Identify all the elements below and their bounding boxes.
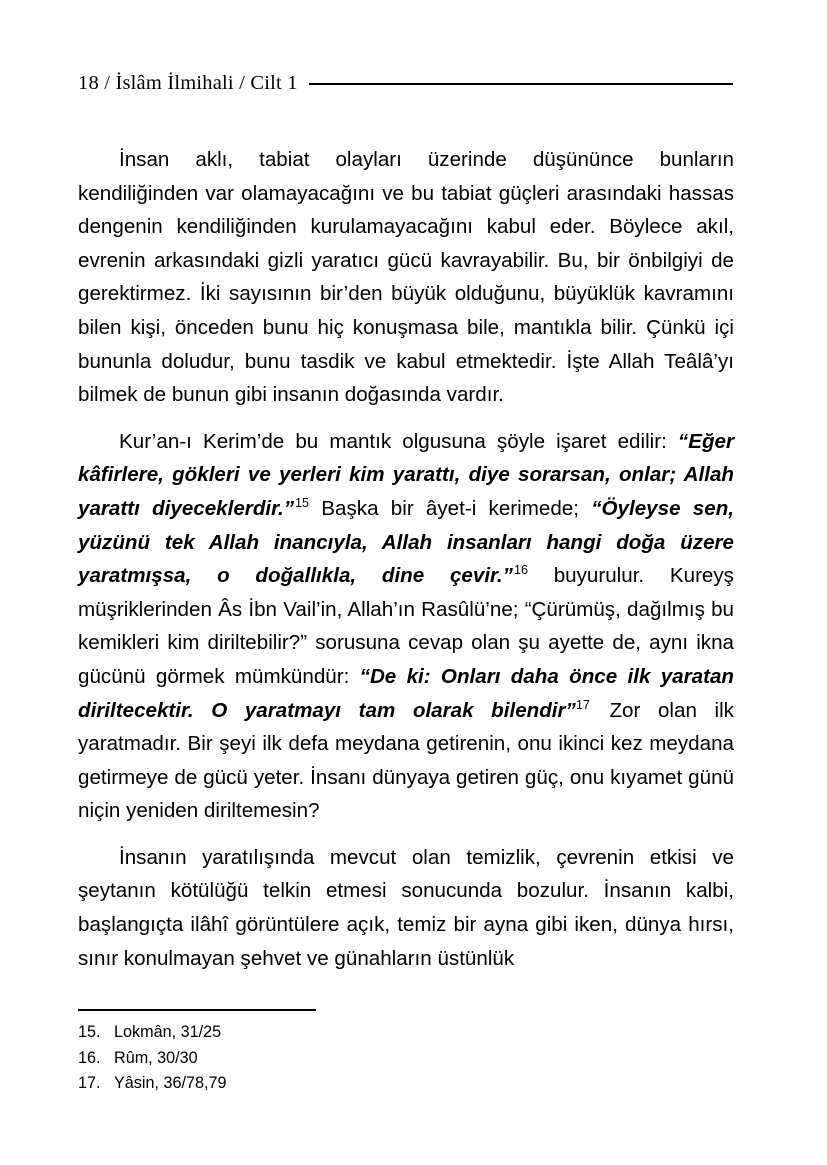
scripture-quote-2: “Öyleyse sen, yüzünü tek Allah inancıyla, Allah insanları hangi doğa üzere yaratmışsa, o doğallıkla, dine çevir.”: [78, 496, 735, 588]
footnote-number: 16.: [78, 1048, 101, 1067]
footnote-reference: Lokmân, 31/25: [114, 1023, 222, 1041]
footnote-marker-17[interactable]: 17: [575, 697, 590, 712]
footnote-number: 15.: [78, 1023, 101, 1041]
footnote-section: [78, 1009, 733, 1097]
body-text-column: [78, 143, 734, 975]
running-header: [78, 72, 733, 95]
header-title: 18 / İslâm İlmihali / Cilt 1: [78, 72, 298, 94]
paragraph-2-segment-2: Başka bir âyet-i kerimede;: [309, 496, 592, 520]
footnote-separator-rule: [78, 1009, 316, 1011]
footnote-reference: Rûm, 30/30: [114, 1048, 198, 1067]
footnote-marker-15[interactable]: 15: [295, 496, 310, 511]
paragraph-1: İnsan aklı, tabiat olayları üzerinde düşününce bunların kendiliğinden var olamayacağını ve bu tabiat güçleri arasındaki hassas dengenin kendiliğinden kurulamayacağını kabul eder. Böylece akıl, evrenin arkasındaki gizli yaratıcı gücü kavrayabilir. Bu, bir önbilgiyi de gerektirmez. İki sayısının bir’den büyük olduğunu, büyüklük kavramını bilen kişi, önceden bunu hiç konuşmasa bile, mantıkla bilir. Çünkü içi bununla doludur, bunu tasdik ve kabul etmektedir. İşte Allah Teâlâ’yı bilmek de bunun gibi insanın doğasında vardır.: [78, 148, 734, 407]
paragraph-3: İnsanın yaratılışında mevcut olan temizlik, çevrenin etkisi ve şeytanın kötülüğü telkin etmesi sonucunda bozulur. İnsanın kalbi, başlangıçta ilâhî görüntülere açık, temiz bir ayna gibi iken, dünya hırsı, sınır konulmayan şehvet ve günahların üstünlük: [78, 845, 734, 970]
footnote-marker-16[interactable]: 16: [513, 563, 528, 578]
footnote-reference: Yâsin, 36/78,79: [114, 1074, 227, 1092]
scripture-quote-3: “De ki: Onları daha önce ilk yaratan diriltecektir. O yaratmayı tam olarak bilendir”: [78, 664, 734, 722]
paragraph-2-segment-3: buyurulur. Kureyş müşriklerinden Âs İbn Vail’in, Allah’ın Rasûlü’ne; “Çürümüş, dağılmış bu kemikleri kim diriltebilir?” sorusuna cevap olan şu ayette de, aynı ikna gücünü görmek mümkündür:: [78, 564, 734, 688]
header-rule: [309, 83, 733, 85]
footnote-entry: [78, 1071, 733, 1097]
paragraph-2-intro: Kur’an-ı Kerim’de bu mantık olgusuna şöyle işaret edilir:: [119, 429, 678, 453]
footnote-entry: [78, 1020, 733, 1046]
footnote-number: 17.: [78, 1074, 101, 1092]
scripture-quote-1: “Eğer kâfirlere, gökleri ve yerleri kim yarattı, diye sorarsan, onlar; Allah yarattı diyeceklerdir.”: [78, 429, 734, 520]
paragraph-2: [78, 425, 734, 828]
paragraph-2-segment-4: Zor olan ilk yaratmadır. Bir şeyi ilk defa meydana getirenin, onu ikinci kez meydana getirmeye de gücü yeter. İnsanı dünyaya getiren güç, onu kıyamet günü niçin yeniden diriltemesin?: [78, 698, 734, 823]
footnote-entry: [78, 1046, 733, 1072]
